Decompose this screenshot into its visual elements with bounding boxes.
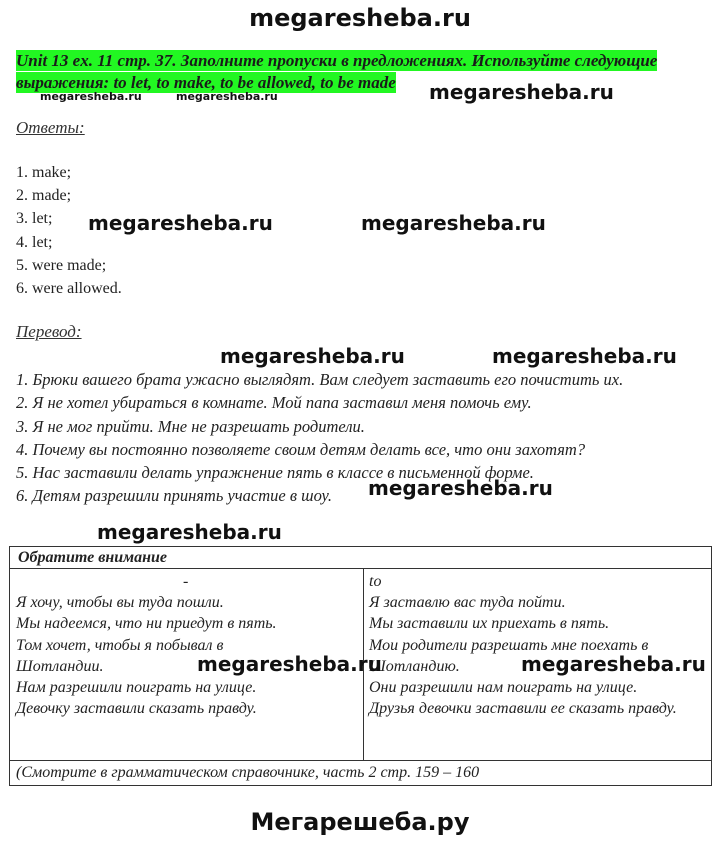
note-right-line: Мои родители разрешать мне поехать в Шотландию.	[369, 636, 649, 675]
watermark: megaresheba.ru	[361, 211, 546, 235]
watermark: megaresheba.ru	[368, 476, 553, 500]
note-right-line: Они разрешили нам поиграть на улице.	[369, 679, 638, 697]
watermark-small-2: megaresheba.ru	[176, 90, 278, 103]
task-line-2: выражения: to let, to make, to be allowed, to be made	[16, 73, 396, 92]
note-left-line: Том хочет, чтобы я побывал в Шотландии.	[16, 636, 224, 675]
translation-item: 4. Почему вы постоянно позволяете своим детям делать все, что они захотят?	[16, 439, 586, 459]
note-left-line: Я хочу, чтобы вы туда пошли.	[16, 594, 224, 612]
watermark-small-1: megaresheba.ru	[40, 90, 142, 103]
watermark: megaresheba.ru	[197, 652, 382, 676]
answer-item: 4. let;	[16, 233, 53, 251]
watermark: megaresheba.ru	[88, 211, 273, 235]
note-left-line: Нам разрешили поиграть на улице.	[16, 679, 257, 697]
translation-item: 6. Детям разрешили принять участие в шоу.	[16, 486, 332, 506]
note-right-line: Друзья девочки заставили ее сказать правду.	[369, 700, 677, 718]
answer-item: 2. made;	[16, 187, 72, 205]
left-column-header: -	[183, 573, 189, 590]
site-title-bottom: Мегарешеба.ру	[250, 808, 470, 836]
translation-item: 2. Я не хотел убираться в комнате. Мой папа заставил меня помочь ему.	[16, 393, 532, 413]
note-right-column	[369, 571, 705, 719]
watermark: megaresheba.ru	[429, 80, 614, 104]
answer-item: 1. make;	[16, 164, 72, 181]
note-left-line: Мы надеемся, что ни приедут в пять.	[16, 615, 277, 633]
answers-heading: Ответы:	[16, 118, 85, 137]
note-right-line: Я заставлю вас туда пойти.	[369, 594, 566, 612]
note-left-column	[16, 571, 356, 719]
note-left-line: Девочку заставили сказать правду.	[16, 700, 257, 718]
task-line-1: Unit 13 ex. 11 стр. 37. Заполните пропуски в предложениях. Используйте следующие	[16, 51, 658, 70]
watermark: megaresheba.ru	[220, 344, 405, 368]
answer-item: 5. were made;	[16, 256, 107, 274]
note-footer: (Смотрите в грамматическом справочнике, часть 2 стр. 159 – 160	[16, 764, 480, 781]
watermark: megaresheba.ru	[521, 652, 706, 676]
translation-item: 5. Нас заставили делать упражнение пять в классе в письменной форме.	[16, 463, 534, 483]
translation-item: 3. Я не мог прийти. Мне не разрешать родители.	[16, 416, 365, 436]
translation-item: 1. Брюки вашего брата ужасно выглядят. Вам следует заставить его почистить их.	[16, 370, 624, 389]
answer-item: 6. were allowed.	[16, 279, 122, 297]
site-title-top: megaresheba.ru	[249, 4, 471, 32]
watermark: megaresheba.ru	[492, 344, 677, 368]
table-divider	[10, 760, 711, 761]
watermark: megaresheba.ru	[97, 520, 282, 544]
answer-item: 3. let;	[16, 210, 53, 228]
right-column-header: to	[369, 573, 382, 590]
note-right-line: Мы заставили их приехать в пять.	[369, 615, 610, 633]
translation-heading: Перевод:	[16, 322, 82, 341]
note-title: Обратите внимание	[10, 547, 711, 569]
